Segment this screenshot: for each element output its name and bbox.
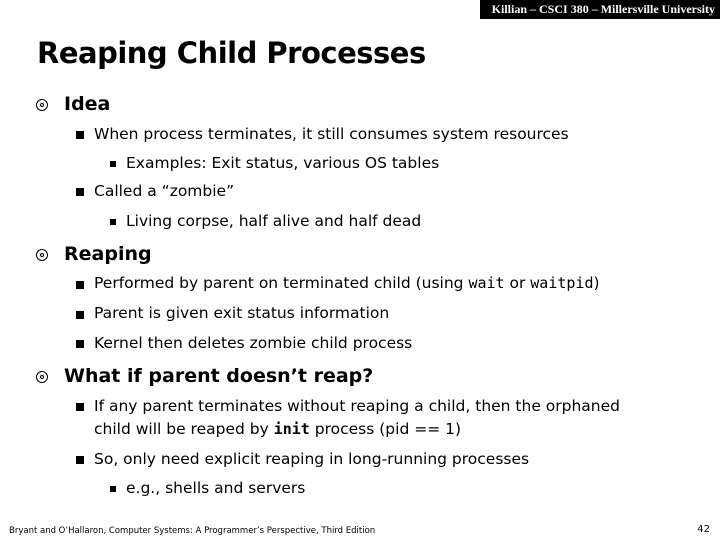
slide-title: Reaping Child Processes	[37, 36, 426, 70]
bullet-icon	[36, 371, 48, 383]
section-heading-idea: Idea	[64, 93, 111, 115]
no-reap-item-1-line2-pre: child will be reaped by	[94, 420, 274, 438]
square-bullet-icon	[76, 456, 84, 464]
header-text: Killian – CSCI 380 – Millersville University	[491, 2, 715, 16]
no-reap-item-1-line1: If any parent terminates without reaping a child, then the orphaned	[94, 397, 621, 415]
bullet-icon	[36, 249, 48, 261]
footer-citation: Bryant and O’Hallaron, Computer Systems: A Programmer’s Perspective, Third Edition	[9, 526, 376, 536]
page-number: 42	[697, 524, 710, 535]
square-bullet-icon	[110, 161, 116, 167]
section-heading-reaping: Reaping	[64, 243, 152, 265]
reaping-item-1-post: )	[593, 274, 600, 292]
code-waitpid: waitpid	[530, 274, 594, 292]
code-init: init	[273, 420, 310, 438]
header-bar	[480, 0, 720, 19]
no-reap-item-1-line2-post: process (pid == 1)	[309, 420, 462, 438]
reaping-item-1	[94, 274, 600, 292]
reaping-item-3: Kernel then deletes zombie child process	[94, 334, 413, 352]
reaping-item-1-pre: Performed by parent on terminated child (using	[94, 274, 469, 292]
reaping-item-2: Parent is given exit status information	[94, 304, 390, 322]
section-heading-no-reap: What if parent doesn’t reap?	[64, 365, 374, 387]
square-bullet-icon	[110, 219, 116, 225]
square-bullet-icon	[76, 188, 84, 196]
square-bullet-icon	[76, 403, 84, 411]
code-wait: wait	[468, 274, 505, 292]
square-bullet-icon	[76, 281, 84, 289]
no-reap-item-1-line2	[94, 420, 461, 438]
square-bullet-icon	[76, 340, 84, 348]
square-bullet-icon	[76, 311, 84, 319]
square-bullet-icon	[76, 131, 84, 139]
no-reap-item-2: So, only need explicit reaping in long-running processes	[94, 450, 530, 468]
idea-item-1-sub: Examples: Exit status, various OS tables	[126, 154, 440, 172]
square-bullet-icon	[110, 486, 116, 492]
bullet-icon	[36, 99, 48, 111]
idea-item-2-sub: Living corpse, half alive and half dead	[126, 212, 422, 230]
idea-item-2: Called a “zombie”	[94, 182, 235, 200]
reaping-item-1-mid: or	[504, 274, 531, 292]
no-reap-item-2-sub: e.g., shells and servers	[126, 479, 306, 497]
idea-item-1: When process terminates, it still consumes system resources	[94, 125, 569, 143]
